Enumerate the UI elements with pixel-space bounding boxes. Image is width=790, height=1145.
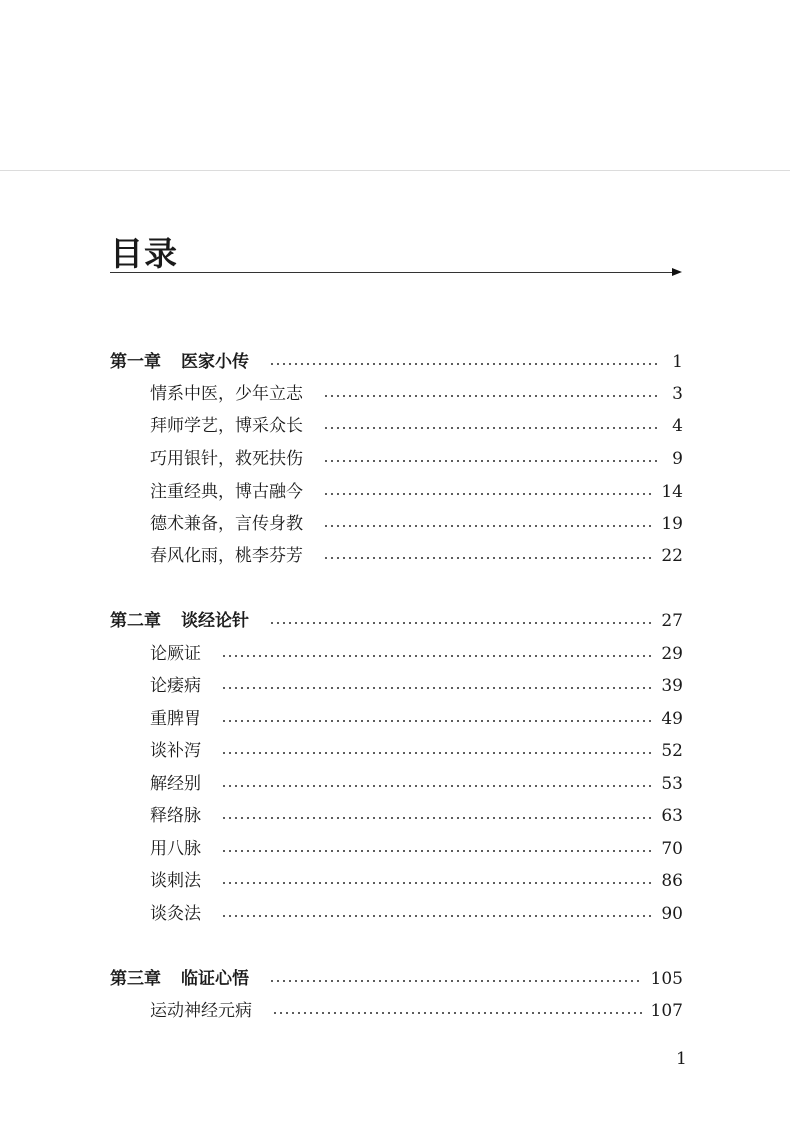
- page-number: 52: [661, 741, 683, 761]
- dot-leader: [221, 850, 653, 852]
- page-number: 22: [661, 546, 683, 566]
- section-title: 巧用银针，救死扶伤: [150, 449, 303, 469]
- page-number: 105: [650, 969, 683, 989]
- dot-leader: [323, 395, 661, 397]
- dot-leader: [272, 1012, 643, 1014]
- page-number: 49: [661, 709, 683, 729]
- dot-leader: [269, 363, 661, 365]
- page-number: 29: [661, 644, 683, 664]
- dot-leader: [323, 493, 653, 495]
- dot-leader: [221, 720, 653, 722]
- chapter-title: 谈经论针: [181, 611, 249, 631]
- toc-section[interactable]: [150, 509, 683, 539]
- page-number: 14: [661, 482, 683, 502]
- section-title: 德术兼备，言传身教: [150, 514, 303, 534]
- section-title: 春风化雨，桃李芬芳: [150, 546, 303, 566]
- dot-leader: [221, 785, 653, 787]
- page-number: 19: [661, 514, 683, 534]
- arrow-right-icon: [672, 268, 682, 276]
- toc-section[interactable]: [150, 379, 683, 409]
- page-number: 86: [661, 871, 683, 891]
- page-folio: 1: [676, 1049, 687, 1069]
- dot-leader: [221, 915, 653, 917]
- section-title: 运动神经元病: [150, 1001, 252, 1021]
- dot-leader: [221, 882, 653, 884]
- dot-leader: [221, 687, 653, 689]
- toc-section[interactable]: [150, 736, 683, 766]
- section-title: 论厥证: [150, 644, 201, 664]
- toc-section[interactable]: [150, 996, 683, 1026]
- toc-section[interactable]: [150, 769, 683, 799]
- dot-leader: [323, 525, 653, 527]
- dot-leader: [221, 752, 653, 754]
- toc-section[interactable]: [150, 411, 683, 441]
- chapter-number: 第二章: [110, 611, 161, 631]
- page-number: 27: [661, 611, 683, 631]
- toc-section[interactable]: [150, 444, 683, 474]
- section-title: 谈灸法: [150, 904, 201, 924]
- chapter-number: 第一章: [110, 352, 161, 372]
- chapter-title: 临证心悟: [181, 969, 249, 989]
- page-number: 4: [672, 416, 683, 436]
- page-title: 目录: [110, 234, 178, 273]
- dot-leader: [221, 655, 653, 657]
- toc-chapter[interactable]: [110, 606, 683, 636]
- toc-section[interactable]: [150, 899, 683, 929]
- toc-section[interactable]: [150, 704, 683, 734]
- section-title: 重脾胃: [150, 709, 201, 729]
- page-number: 90: [661, 904, 683, 924]
- toc-section[interactable]: [150, 801, 683, 831]
- header-divider: [0, 170, 790, 171]
- dot-leader: [269, 980, 643, 982]
- page-number: 70: [661, 839, 683, 859]
- section-title: 情系中医，少年立志: [150, 384, 303, 404]
- section-title: 释络脉: [150, 806, 201, 826]
- page-number: 3: [672, 384, 683, 404]
- page-number: 53: [661, 774, 683, 794]
- toc-section[interactable]: [150, 671, 683, 701]
- toc-section[interactable]: [150, 477, 683, 507]
- toc-chapter[interactable]: [110, 347, 683, 377]
- page-number: 9: [672, 449, 683, 469]
- toc-section[interactable]: [150, 834, 683, 864]
- section-title: 拜师学艺，博采众长: [150, 416, 303, 436]
- page-number: 63: [661, 806, 683, 826]
- section-title: 解经别: [150, 774, 201, 794]
- chapter-title: 医家小传: [181, 352, 249, 372]
- chapter-number: 第三章: [110, 969, 161, 989]
- dot-leader: [269, 622, 653, 624]
- dot-leader: [323, 460, 661, 462]
- toc-section[interactable]: [150, 866, 683, 896]
- page-number: 39: [661, 676, 683, 696]
- dot-leader: [323, 427, 661, 429]
- dot-leader: [323, 557, 653, 559]
- section-title: 谈补泻: [150, 741, 201, 761]
- toc-chapter[interactable]: [110, 964, 683, 994]
- section-title: 论痿病: [150, 676, 201, 696]
- page-number: 1: [672, 352, 683, 372]
- toc-section[interactable]: [150, 541, 683, 571]
- title-underline: [110, 272, 676, 273]
- dot-leader: [221, 817, 653, 819]
- section-title: 谈刺法: [150, 871, 201, 891]
- toc-section[interactable]: [150, 639, 683, 669]
- section-title: 注重经典，博古融今: [150, 482, 303, 502]
- section-title: 用八脉: [150, 839, 201, 859]
- page-number: 107: [650, 1001, 683, 1021]
